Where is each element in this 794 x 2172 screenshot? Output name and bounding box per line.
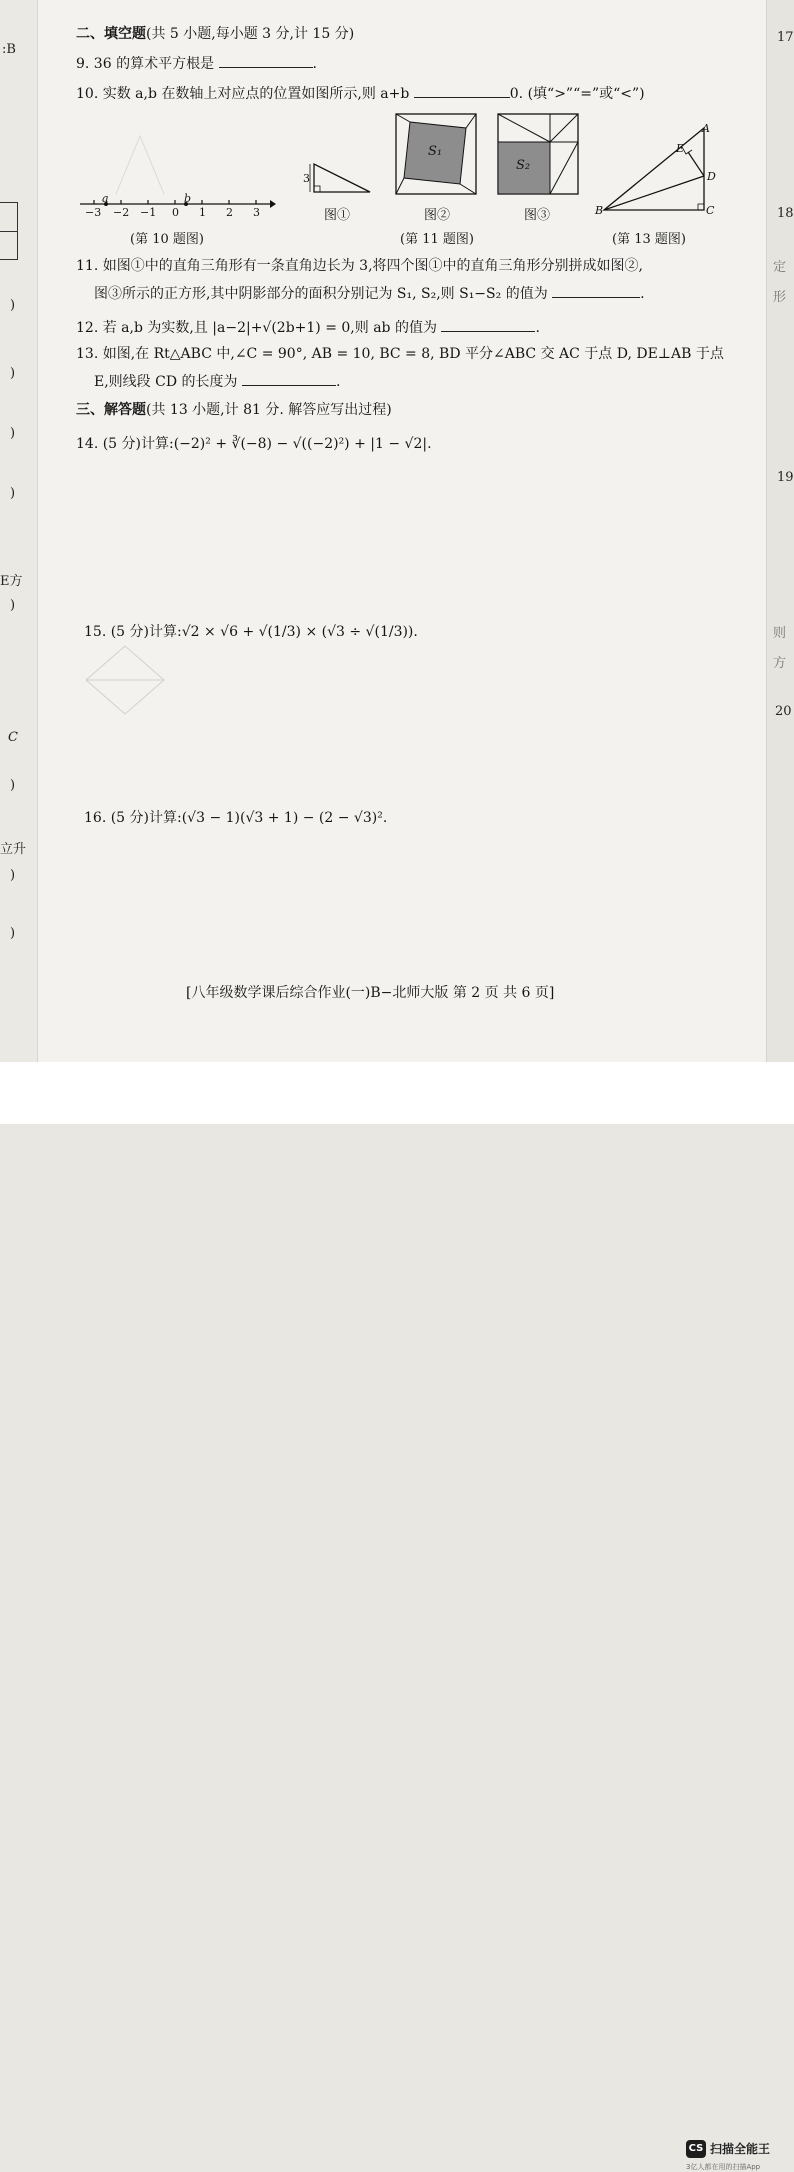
margin-paren: ) bbox=[10, 298, 16, 313]
margin-letter: C bbox=[8, 730, 18, 745]
exam-page bbox=[0, 0, 794, 1062]
question-15 bbox=[84, 622, 418, 642]
bleed-through-figure bbox=[80, 640, 170, 720]
figure-13-caption: (第 13 题图) bbox=[612, 232, 686, 247]
question-text: E,则线段 CD 的长度为 bbox=[94, 374, 238, 390]
left-margin-strip bbox=[0, 0, 38, 1062]
margin-text: 方 bbox=[773, 656, 787, 671]
section-info: (共 13 小题,计 81 分. 解答应写出过程) bbox=[146, 402, 392, 418]
section-title: 二、填空题 bbox=[76, 26, 146, 42]
question-end: . bbox=[312, 56, 317, 72]
answer-blank[interactable] bbox=[414, 84, 510, 98]
vertex-b-label: B bbox=[595, 204, 604, 217]
section-2-heading bbox=[76, 24, 354, 44]
figure-1-label: 图① bbox=[324, 208, 351, 223]
figure-13-triangle bbox=[596, 118, 716, 218]
question-text: 13. 如图,在 Rt△ABC 中,∠C = 90°, AB = 10, BC = 8, BD 平分∠ABC 交 AC 于点 D, DE⊥AB 于点 bbox=[76, 346, 724, 362]
scanner-app-name: 扫描全能王 bbox=[710, 2142, 771, 2156]
margin-top-label: :B bbox=[2, 42, 16, 57]
scanner-bar bbox=[0, 1062, 794, 2171]
figure-2-label: 图② bbox=[424, 208, 451, 223]
margin-number: 20 bbox=[775, 704, 792, 719]
point-b-label: b bbox=[184, 192, 192, 205]
vertex-d-label: D bbox=[707, 170, 716, 183]
margin-text: 立升 bbox=[0, 842, 27, 857]
side-length-label: 3 bbox=[303, 172, 310, 185]
section-3-heading bbox=[76, 400, 392, 420]
margin-text: 则 bbox=[773, 626, 787, 641]
vertex-e-label: E bbox=[676, 142, 685, 155]
question-12 bbox=[76, 318, 540, 338]
question-end: . bbox=[335, 374, 341, 390]
margin-box bbox=[0, 202, 18, 260]
tick-label: −3 bbox=[85, 206, 102, 219]
section-info: (共 5 小题,每小题 3 分,计 15 分) bbox=[146, 26, 355, 42]
question-9 bbox=[76, 54, 317, 74]
margin-paren: ) bbox=[10, 868, 16, 883]
question-13-line-1 bbox=[76, 344, 724, 364]
question-text: 16. (5 分)计算:(√3 − 1)(√3 + 1) − (2 − √3)². bbox=[84, 810, 388, 826]
margin-number: 19 bbox=[777, 470, 794, 485]
margin-text: E方 bbox=[0, 574, 23, 589]
answer-blank[interactable] bbox=[441, 318, 535, 332]
tick-label: 3 bbox=[253, 206, 260, 219]
answer-blank[interactable] bbox=[552, 284, 640, 298]
question-11-line-1 bbox=[76, 256, 643, 276]
question-end: 0. (填“>”“=”或“<”) bbox=[509, 86, 645, 102]
question-text: 14. (5 分)计算:(−2)² + ∛(−8) − √((−2)²) + |1 − √2|. bbox=[76, 436, 432, 452]
figure-1-triangle bbox=[300, 158, 376, 198]
area-s1-label: S₁ bbox=[428, 144, 443, 159]
question-end: . bbox=[640, 286, 645, 302]
question-11-line-2 bbox=[94, 284, 645, 304]
tick-label: −1 bbox=[140, 206, 157, 219]
figure-3-label: 图③ bbox=[524, 208, 551, 223]
answer-blank[interactable] bbox=[219, 54, 313, 68]
margin-paren: ) bbox=[10, 426, 16, 441]
bleed-through-sketch bbox=[110, 130, 170, 200]
tick-label: 2 bbox=[226, 206, 233, 219]
section-title: 三、解答题 bbox=[76, 402, 146, 418]
margin-paren: ) bbox=[10, 598, 16, 613]
question-text: 10. 实数 a,b 在数轴上对应点的位置如图所示,则 a+b bbox=[76, 86, 410, 102]
question-text: 9. 36 的算术平方根是 bbox=[76, 56, 215, 72]
question-text: 图③所示的正方形,其中阴影部分的面积分别记为 S₁, S₂,则 S₁−S₂ 的值为 bbox=[94, 286, 548, 302]
margin-paren: ) bbox=[10, 926, 16, 941]
margin-number: 17 bbox=[777, 30, 794, 45]
tick-label: −2 bbox=[113, 206, 130, 219]
page-footer: [八年级数学课后综合作业(一)B−北师大版 第 2 页 共 6 页] bbox=[186, 985, 555, 1001]
vertex-c-label: C bbox=[706, 204, 715, 217]
question-13-line-2 bbox=[94, 372, 340, 392]
figure-10-caption: (第 10 题图) bbox=[130, 232, 204, 247]
margin-paren: ) bbox=[10, 778, 16, 793]
margin-text: 定 bbox=[773, 260, 787, 275]
tick-label: 1 bbox=[199, 206, 206, 219]
question-end: . bbox=[535, 320, 540, 336]
figure-3-square bbox=[496, 112, 580, 196]
margin-paren: ) bbox=[10, 486, 16, 501]
scanner-logo-icon: CS bbox=[686, 2140, 706, 2158]
area-s2-label: S₂ bbox=[516, 158, 531, 173]
question-14 bbox=[76, 434, 432, 454]
tick-label: 0 bbox=[172, 206, 179, 219]
margin-number: 18 bbox=[777, 206, 794, 221]
question-text: 15. (5 分)计算:√2 × √6 + √(1/3) × (√3 ÷ √(1/3)). bbox=[84, 624, 418, 640]
question-text: 12. 若 a,b 为实数,且 |a−2|+√(2b+1) = 0,则 ab 的值为 bbox=[76, 320, 437, 336]
answer-blank[interactable] bbox=[242, 372, 336, 386]
figure-11-caption: (第 11 题图) bbox=[400, 232, 474, 247]
scanner-app-tagline: 3亿人都在用的扫描App bbox=[686, 2163, 761, 2171]
question-text: 11. 如图①中的直角三角形有一条直角边长为 3,将四个图①中的直角三角形分别拼成如图②, bbox=[76, 258, 643, 274]
point-a-label: a bbox=[102, 192, 109, 205]
right-margin-strip bbox=[766, 0, 794, 1062]
margin-paren: ) bbox=[10, 366, 16, 381]
question-10 bbox=[76, 84, 645, 104]
vertex-a-label: A bbox=[702, 122, 710, 135]
question-16 bbox=[84, 808, 387, 828]
margin-text: 形 bbox=[773, 290, 787, 305]
